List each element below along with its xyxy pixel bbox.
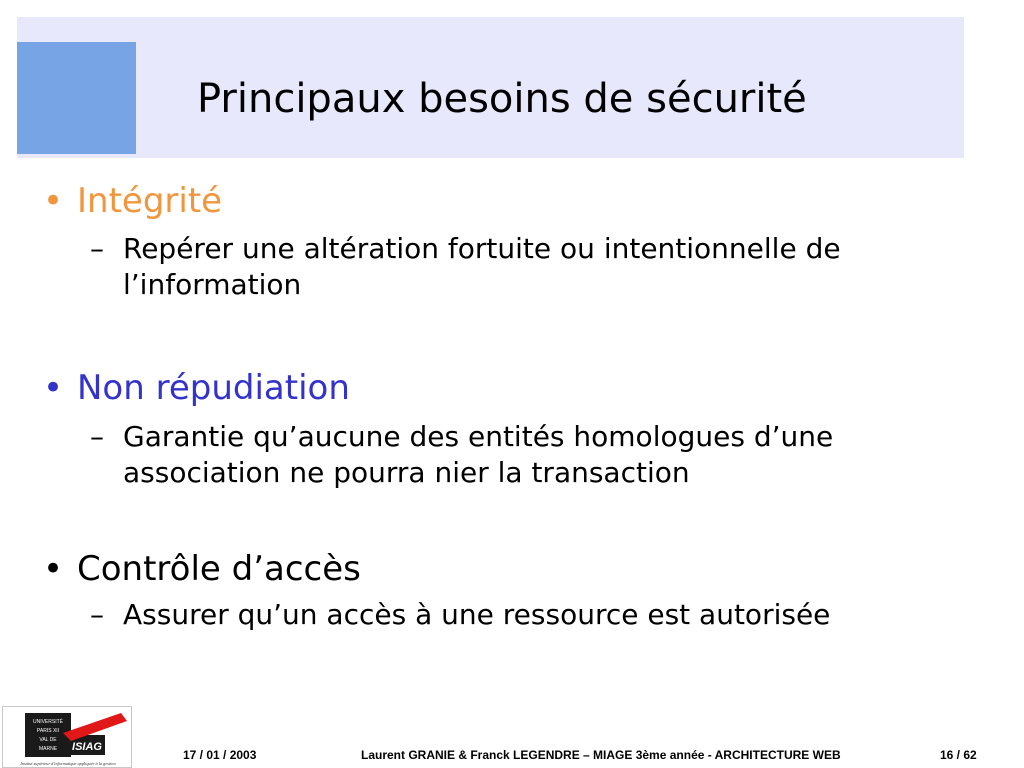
sub-bullet-text: Assurer qu’un accès à une ressource est autorisée: [123, 598, 831, 631]
logo-tagline: Institut supérieur d'informatique appliquée à la gestion: [20, 761, 116, 766]
logo-univ-line: PARIS XII: [36, 728, 60, 734]
university-isiag-logo: [2, 706, 132, 768]
logo-univ-line: VAL DE: [39, 737, 57, 743]
logo-graphic: [3, 707, 132, 768]
bullet-controle-acces: [43, 549, 361, 589]
sub-bullet-text: Garantie qu’aucune des entités homologues d’une association ne pourra nier la transaction: [123, 420, 834, 489]
bullet-label: Intégrité: [77, 181, 223, 221]
sub-bullet-controle-acces: [90, 597, 970, 633]
bullet-label: Contrôle d’accès: [77, 549, 361, 589]
logo-brand: ISIAG: [72, 741, 102, 753]
sub-bullet-marker: –: [90, 598, 104, 631]
sub-bullet-marker: –: [90, 420, 104, 453]
bullet-integrite: [43, 181, 222, 221]
logo-univ-line: UNIVERSITÉ: [32, 719, 64, 725]
slide-title: Principaux besoins de sécurité: [197, 76, 807, 122]
footer-date: 17 / 01 / 2003: [183, 748, 257, 762]
sub-bullet-integrite: [90, 231, 970, 303]
sub-bullet-non-repudiation: [90, 419, 970, 491]
footer-authors: Laurent GRANIE & Franck LEGENDRE – MIAGE 3ème année - ARCHITECTURE WEB: [361, 748, 841, 762]
footer-page-number: 16 / 62: [940, 748, 977, 762]
title-accent-square: [17, 42, 136, 154]
bullet-label: Non répudiation: [77, 368, 350, 408]
sub-bullet-text: Repérer une altération fortuite ou intentionnelle de l’information: [123, 232, 841, 301]
bullet-marker: •: [43, 549, 64, 589]
logo-univ-line: MARNE: [38, 746, 58, 752]
bullet-marker: •: [43, 368, 64, 408]
sub-bullet-marker: –: [90, 232, 104, 265]
bullet-marker: •: [43, 181, 64, 221]
bullet-non-repudiation: [43, 368, 350, 408]
